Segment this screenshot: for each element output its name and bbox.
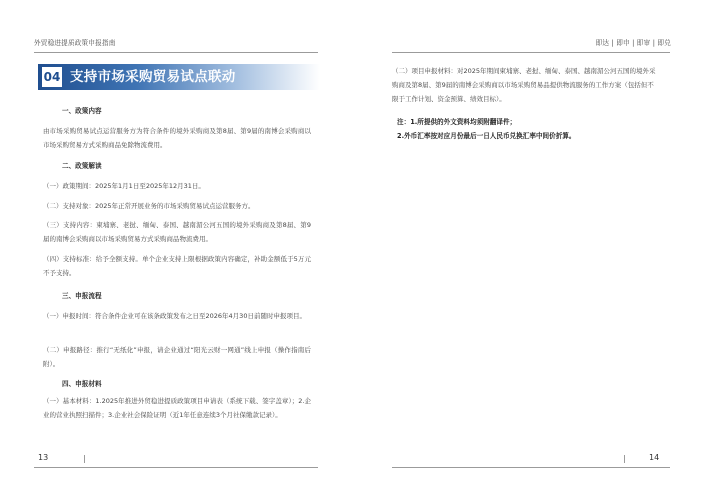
- note-label: 注：: [397, 118, 411, 126]
- section-title: 支持市场采购贸易试点联动: [70, 69, 236, 85]
- paragraph: （二）项目申报材料：对2025年期间柬埔寨、老挝、缅甸、泰国、越南湄公河五国的境外采购商及第8届、第9届的南博会采购商以市场采购贸易品提供物流服务的工作方案（包括但不限于工作计划、资金预算、绩效目标）。: [392, 67, 656, 103]
- heading-policy-interpretation: 二、政策解读: [62, 162, 102, 170]
- footer-rule: [392, 467, 670, 468]
- paragraph: 由市场采购贸易试点运营服务方为符合条件的境外采购商及第8届、第9届的南博会采购商以市场采购贸易方式采购商品免除物流费用。: [43, 127, 311, 149]
- footer-divider: [84, 455, 85, 463]
- heading-application-process: 三、申报流程: [62, 292, 102, 300]
- paragraph: （一）申报时间：符合条件企业可在该条政策发布之日至2026年4月30日前随时申报项目。: [43, 312, 306, 320]
- left-page: [0, 0, 352, 500]
- note-line-2: 2.外币汇率按对应月份最后一日人民币兑换汇率中间价折算。: [397, 132, 576, 140]
- section-number: 04: [42, 67, 62, 87]
- paragraph: （二）支持对象：2025年正常开展业务的市场采购贸易试点运营服务方。: [43, 202, 255, 210]
- running-header: 外贸稳进提质政策申报指南: [34, 39, 116, 47]
- section-banner: [38, 64, 320, 90]
- paragraph: （一）政策期间：2025年1月1日至2025年12月31日。: [43, 182, 205, 190]
- heading-policy-content: 一、政策内容: [62, 107, 102, 115]
- page-number: 14: [649, 453, 660, 462]
- page-number: 13: [38, 453, 49, 462]
- heading-application-materials: 四、申报材料: [62, 380, 102, 388]
- right-page: [352, 0, 705, 500]
- paragraph: （四）支持标准：给予全额支持。单个企业支持上限根据政策内容确定，补助金额低于5万元不予支持。: [43, 255, 311, 277]
- running-header: 即达 | 即申 | 即审 | 即兑: [595, 39, 671, 47]
- header-rule: [392, 52, 670, 53]
- paragraph: （三）支持内容：柬埔寨、老挝、缅甸、泰国、越南湄公河五国的境外采购商及第8届、第9届的南博会采购商以市场采购贸易方式采购商品物流费用。: [43, 221, 311, 243]
- footer-rule: [34, 467, 318, 468]
- paragraph: （一）基本材料：1.2025年推进外贸稳进提质政策项目申请表（系统下载、签字盖章）；2.企业的营业执照扫描件；3.企业社会保险证明（近1年任意连续3个月社保缴款记录）。: [43, 397, 311, 419]
- note-line-1: [397, 116, 516, 126]
- footer-divider: [624, 455, 625, 463]
- paragraph: （二）申报路径：推行“无纸化”申报，请企业通过“阳光云财一网通”线上申报（操作指南后附）。: [43, 346, 311, 368]
- header-rule: [34, 52, 318, 53]
- note-text: 1.所提供的外文资料均须附翻译件；: [410, 118, 517, 126]
